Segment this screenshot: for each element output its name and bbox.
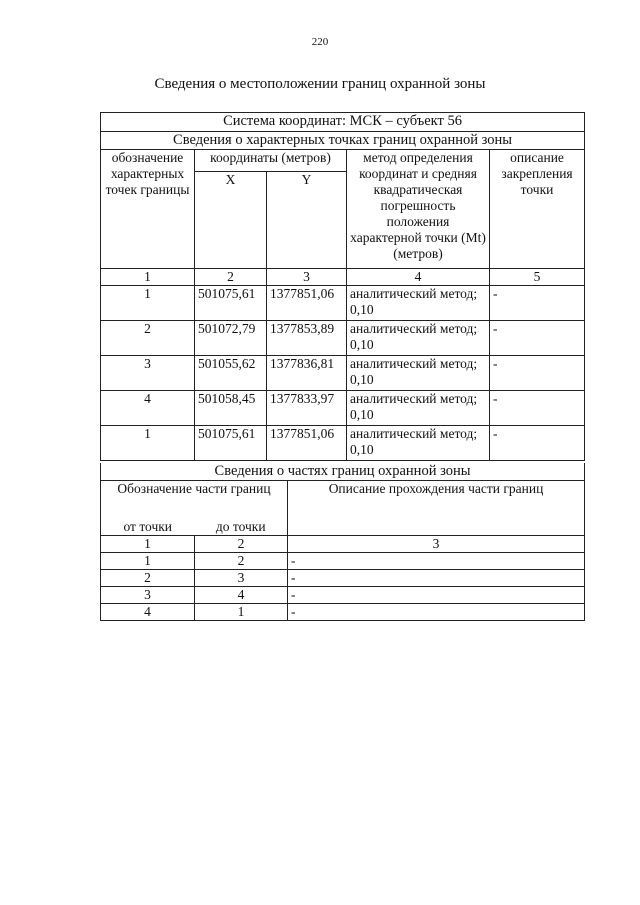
method-text: аналитический метод; 0,10 xyxy=(347,356,490,391)
header-y: Y xyxy=(267,172,347,269)
to-point: 1 xyxy=(195,604,288,621)
method-text: аналитический метод; 0,10 xyxy=(347,391,490,426)
to-point: 2 xyxy=(195,553,288,570)
parts-section-caption: Сведения о частях границ охранной зоны xyxy=(101,463,585,481)
to-point: 4 xyxy=(195,587,288,604)
fixing-text: - xyxy=(490,391,585,426)
coordinate-y: 1377851,06 xyxy=(267,286,347,321)
column-number: 5 xyxy=(490,269,585,286)
column-number: 2 xyxy=(195,536,288,553)
coordinate-x: 501075,61 xyxy=(195,286,267,321)
part-description: - xyxy=(288,587,585,604)
header-x: X xyxy=(195,172,267,269)
point-number: 1 xyxy=(101,286,195,321)
coordinate-x: 501075,61 xyxy=(195,426,267,461)
column-number: 1 xyxy=(101,269,195,286)
column-number: 3 xyxy=(288,536,585,553)
fixing-text: - xyxy=(490,356,585,391)
table-row xyxy=(101,286,585,321)
coordinate-x: 501058,45 xyxy=(195,391,267,426)
from-point: 3 xyxy=(101,587,195,604)
page-number: 220 xyxy=(311,36,329,48)
part-description: - xyxy=(288,570,585,587)
table-row xyxy=(101,604,585,621)
table-row xyxy=(101,391,585,426)
document-title: Сведения о местоположении границ охранной зоны xyxy=(154,76,486,92)
from-point: 2 xyxy=(101,570,195,587)
point-number: 4 xyxy=(101,391,195,426)
table-row xyxy=(101,426,585,461)
column-number: 4 xyxy=(347,269,490,286)
coordinate-y: 1377851,06 xyxy=(267,426,347,461)
column-number: 3 xyxy=(267,269,347,286)
column-numbers-row xyxy=(101,536,585,553)
to-point: 3 xyxy=(195,570,288,587)
header-fixing: описание закрепления точки xyxy=(490,150,585,269)
header-method: метод определения координат и средняя квадратическая погрешность положения характерной точки (Mt) (метров) xyxy=(347,150,490,269)
method-text: аналитический метод; 0,10 xyxy=(347,286,490,321)
coordinate-y: 1377836,81 xyxy=(267,356,347,391)
boundary-points-table xyxy=(100,112,585,461)
table-row xyxy=(101,587,585,604)
coordinate-x: 501055,62 xyxy=(195,356,267,391)
column-number: 2 xyxy=(195,269,267,286)
method-text: аналитический метод; 0,10 xyxy=(347,321,490,356)
fixing-text: - xyxy=(490,426,585,461)
part-description: - xyxy=(288,604,585,621)
from-point: 1 xyxy=(101,553,195,570)
column-numbers-row xyxy=(101,269,585,286)
point-number: 2 xyxy=(101,321,195,356)
method-text: аналитический метод; 0,10 xyxy=(347,426,490,461)
header-part-description: Описание прохождения части границ xyxy=(288,481,585,536)
fixing-text: - xyxy=(490,321,585,356)
part-description: - xyxy=(288,553,585,570)
table-row xyxy=(101,553,585,570)
coordinate-x: 501072,79 xyxy=(195,321,267,356)
table-row xyxy=(101,570,585,587)
coordinate-y: 1377853,89 xyxy=(267,321,347,356)
header-to-point: до точки xyxy=(195,519,288,536)
header-part-designation: Обозначение части границ xyxy=(101,481,288,519)
header-point-designation: обозначение характерных точек границы xyxy=(101,150,195,269)
points-section-caption: Сведения о характерных точках границ охранной зоны xyxy=(101,132,585,150)
coordinate-y: 1377833,97 xyxy=(267,391,347,426)
table-row xyxy=(101,356,585,391)
boundary-parts-table xyxy=(100,463,585,621)
fixing-text: - xyxy=(490,286,585,321)
column-number: 1 xyxy=(101,536,195,553)
header-from-point: от точки xyxy=(101,519,195,536)
header-coordinates: координаты (метров) xyxy=(195,150,347,172)
from-point: 4 xyxy=(101,604,195,621)
table-row xyxy=(101,321,585,356)
point-number: 3 xyxy=(101,356,195,391)
coordinate-system-caption: Система координат: МСК – субъект 56 xyxy=(101,113,585,132)
point-number: 1 xyxy=(101,426,195,461)
